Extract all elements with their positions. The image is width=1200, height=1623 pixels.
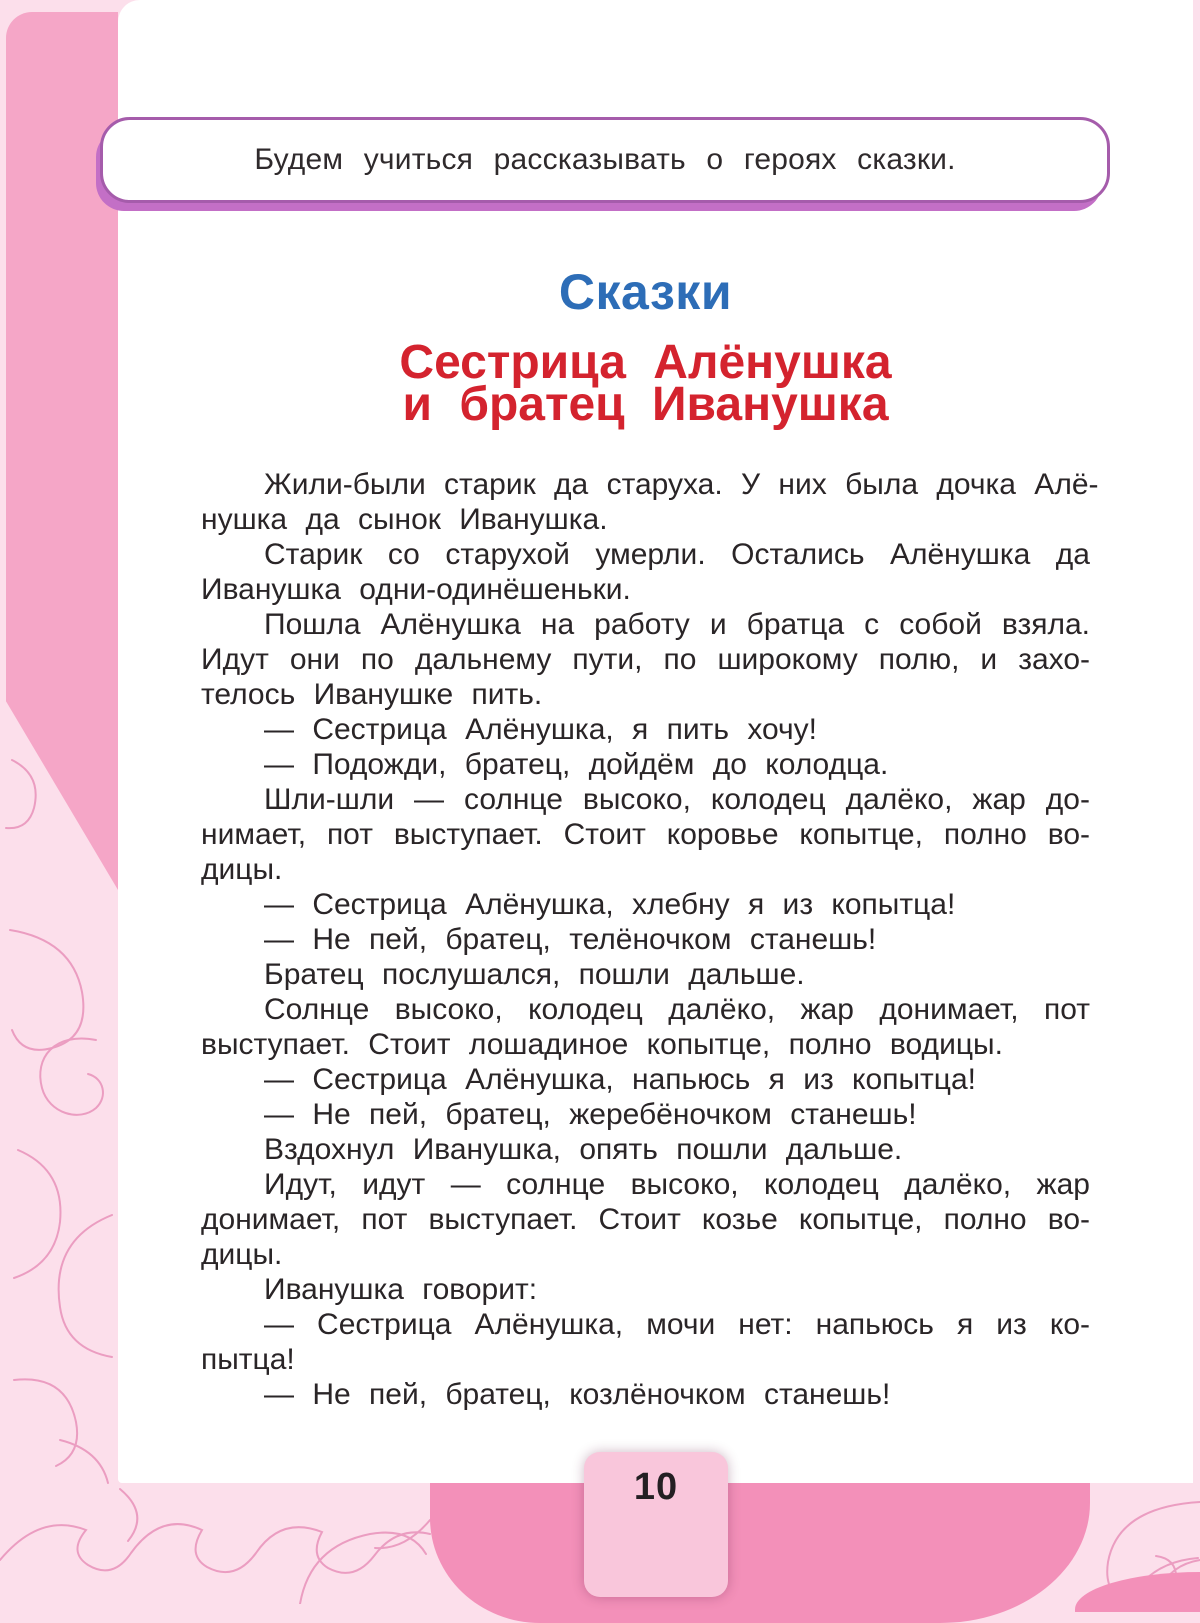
story-line: — Не пей, братец, козлёночком станешь! xyxy=(264,1378,891,1411)
bottom-pink-band xyxy=(430,1483,1090,1623)
story-line: Идут, идут — солнце высоко, колодец далёко, жар xyxy=(264,1168,1090,1201)
story-line: нушка да сынок Иванушка. xyxy=(201,503,608,536)
section-title: Сказки xyxy=(558,264,733,320)
story-line: донимает, пот выступает. Стоит козье копытце, полно во- xyxy=(201,1203,1090,1236)
story-title-line2: и братец Иванушка xyxy=(402,378,889,431)
story-title-line1: Сестрица Алёнушка xyxy=(399,336,892,389)
story-line: Вздохнул Иванушка, опять пошли дальше. xyxy=(264,1133,903,1166)
story-line: Старик со старухой умерли. Остались Алёнушка да xyxy=(264,538,1090,571)
story-line: Жили-были старик да старуха. У них была дочка Алё- xyxy=(264,468,1099,501)
story-line: — Не пей, братец, телёночком станешь! xyxy=(264,923,877,956)
story-line: Солнце высоко, колодец далёко, жар донимает, пот xyxy=(264,993,1090,1026)
story-line: дицы. xyxy=(201,853,283,886)
lesson-goal-text: Будем учиться рассказывать о героях сказки. xyxy=(254,143,956,176)
story-line: — Не пей, братец, жеребёночком станешь! xyxy=(264,1098,917,1131)
story-line: Братец послушался, пошли дальше. xyxy=(264,958,805,991)
story-title xyxy=(201,336,1090,431)
page-number: 10 xyxy=(633,1466,679,1508)
story-line: Иванушка одни-одинёшеньки. xyxy=(201,573,631,606)
story-text xyxy=(201,467,1099,1412)
story-line: нимает, пот выступает. Стоит коровье копытце, полно во- xyxy=(201,818,1090,851)
story-line: — Сестрица Алёнушка, я пить хочу! xyxy=(264,713,817,746)
story-line: выступает. Стоит лошадиное копытце, полно водицы. xyxy=(201,1028,1003,1061)
story-line: — Сестрица Алёнушка, хлебну я из копытца! xyxy=(264,888,956,921)
story-line: телось Иванушке пить. xyxy=(201,678,543,711)
lesson-goal-box xyxy=(100,117,1110,203)
story-line: — Сестрица Алёнушка, напьюсь я из копытца! xyxy=(264,1063,976,1096)
story-line: дицы. xyxy=(201,1238,283,1271)
story-line: — Сестрица Алёнушка, мочи нет: напьюсь я из ко- xyxy=(264,1308,1090,1341)
story-line: — Подожди, братец, дойдём до колодца. xyxy=(264,748,889,781)
story-line: Пошла Алёнушка на работу и братца с собой взяла. xyxy=(264,608,1090,641)
story-line: Шли-шли — солнце высоко, колодец далёко, жар до- xyxy=(264,783,1090,816)
story-line: Идут они по дальнему пути, по широкому полю, и захо- xyxy=(201,643,1090,676)
page-number-tab xyxy=(584,1452,728,1597)
story-line: Иванушка говорит: xyxy=(264,1273,538,1306)
story-line: пытца! xyxy=(201,1343,295,1376)
